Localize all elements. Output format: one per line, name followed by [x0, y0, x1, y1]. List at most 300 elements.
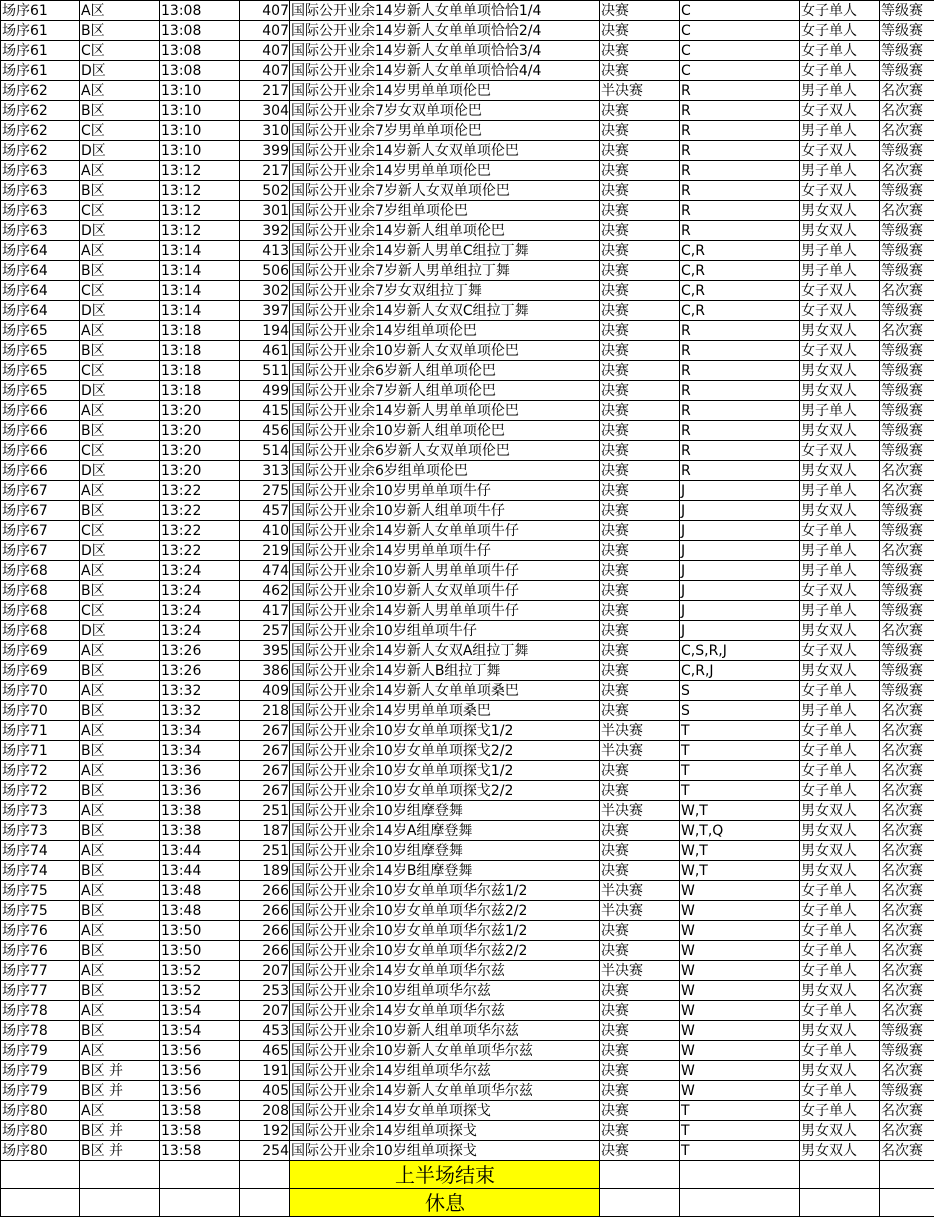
event-cell: 国际公开业余7岁女双组拉丁舞 — [290, 281, 600, 301]
table-row — [1, 741, 934, 761]
category-cell: 女子单人 — [800, 21, 880, 41]
table-row — [1, 761, 934, 781]
zone-cell: B区 — [80, 581, 160, 601]
zone-cell: B区 — [80, 181, 160, 201]
round-cell: 决赛 — [600, 701, 680, 721]
category-cell: 女子单人 — [800, 61, 880, 81]
category-cell: 女子单人 — [800, 721, 880, 741]
time-cell: 13:54 — [160, 1001, 240, 1021]
entries-cell: 407 — [240, 61, 290, 81]
event-cell: 国际公开业余14岁新人女双单项伦巴 — [290, 141, 600, 161]
time-cell: 13:50 — [160, 921, 240, 941]
entries-cell: 410 — [240, 521, 290, 541]
time-cell: 13:34 — [160, 721, 240, 741]
session-cell: 场序67 — [1, 481, 80, 501]
dance-cell: R — [680, 201, 800, 221]
round-cell: 决赛 — [600, 61, 680, 81]
blank-cell — [880, 1161, 934, 1189]
zone-cell: A区 — [80, 641, 160, 661]
session-cell: 场序61 — [1, 41, 80, 61]
event-cell: 国际公开业余14岁女单单项华尔兹 — [290, 1001, 600, 1021]
entries-cell: 192 — [240, 1121, 290, 1141]
category-cell: 女子单人 — [800, 1001, 880, 1021]
entries-cell: 462 — [240, 581, 290, 601]
time-cell: 13:24 — [160, 561, 240, 581]
banner-rows — [1, 1161, 934, 1217]
time-cell: 13:26 — [160, 641, 240, 661]
event-cell: 国际公开业余14岁组单项华尔兹 — [290, 1061, 600, 1081]
table-row — [1, 201, 934, 221]
time-cell: 13:22 — [160, 521, 240, 541]
round-cell: 决赛 — [600, 621, 680, 641]
zone-cell: D区 — [80, 381, 160, 401]
table-row — [1, 421, 934, 441]
type-cell: 等级赛 — [880, 441, 934, 461]
dance-cell: W — [680, 1021, 800, 1041]
session-cell: 场序70 — [1, 701, 80, 721]
event-cell: 国际公开业余14岁B组摩登舞 — [290, 861, 600, 881]
round-cell: 半决赛 — [600, 881, 680, 901]
time-cell: 13:22 — [160, 541, 240, 561]
type-cell: 名次赛 — [880, 721, 934, 741]
dance-cell: R — [680, 341, 800, 361]
session-cell: 场序63 — [1, 201, 80, 221]
event-cell: 国际公开业余14岁新人组单项伦巴 — [290, 221, 600, 241]
banner-row-break — [1, 1189, 934, 1217]
round-cell: 决赛 — [600, 361, 680, 381]
zone-cell: C区 — [80, 441, 160, 461]
entries-cell: 275 — [240, 481, 290, 501]
category-cell: 女子单人 — [800, 681, 880, 701]
category-cell: 女子双人 — [800, 181, 880, 201]
table-row — [1, 221, 934, 241]
category-cell: 女子单人 — [800, 941, 880, 961]
session-cell: 场序65 — [1, 321, 80, 341]
time-cell: 13:08 — [160, 1, 240, 21]
session-cell: 场序68 — [1, 561, 80, 581]
table-row — [1, 1121, 934, 1141]
entries-cell: 257 — [240, 621, 290, 641]
zone-cell: D区 — [80, 541, 160, 561]
round-cell: 决赛 — [600, 181, 680, 201]
type-cell: 等级赛 — [880, 181, 934, 201]
zone-cell: B区 — [80, 421, 160, 441]
category-cell: 男子单人 — [800, 261, 880, 281]
category-cell: 女子单人 — [800, 521, 880, 541]
entries-cell: 266 — [240, 941, 290, 961]
table-row — [1, 701, 934, 721]
type-cell: 等级赛 — [880, 641, 934, 661]
session-cell: 场序67 — [1, 501, 80, 521]
category-cell: 男子单人 — [800, 561, 880, 581]
time-cell: 13:58 — [160, 1121, 240, 1141]
dance-cell: J — [680, 581, 800, 601]
zone-cell: B区 — [80, 781, 160, 801]
time-cell: 13:36 — [160, 761, 240, 781]
event-cell: 国际公开业余14岁男单单项牛仔 — [290, 541, 600, 561]
time-cell: 13:54 — [160, 1021, 240, 1041]
round-cell: 决赛 — [600, 921, 680, 941]
category-cell: 男子单人 — [800, 81, 880, 101]
event-cell: 国际公开业余14岁男单单项桑巴 — [290, 701, 600, 721]
event-cell: 国际公开业余10岁新人组单项华尔兹 — [290, 1021, 600, 1041]
blank-cell — [600, 1189, 680, 1217]
session-cell: 场序66 — [1, 421, 80, 441]
category-cell: 男子单人 — [800, 121, 880, 141]
table-row — [1, 981, 934, 1001]
round-cell: 决赛 — [600, 761, 680, 781]
entries-cell: 304 — [240, 101, 290, 121]
category-cell: 男子单人 — [800, 241, 880, 261]
time-cell: 13:08 — [160, 61, 240, 81]
dance-cell: W — [680, 961, 800, 981]
round-cell: 决赛 — [600, 641, 680, 661]
event-cell: 国际公开业余10岁新人女单单项华尔兹 — [290, 1041, 600, 1061]
round-cell: 决赛 — [600, 341, 680, 361]
zone-cell: A区 — [80, 161, 160, 181]
dance-cell: J — [680, 561, 800, 581]
zone-cell: A区 — [80, 841, 160, 861]
table-row — [1, 181, 934, 201]
event-cell: 国际公开业余14岁男单单项伦巴 — [290, 161, 600, 181]
table-row — [1, 581, 934, 601]
dance-cell: C — [680, 21, 800, 41]
type-cell: 名次赛 — [880, 981, 934, 1001]
dance-cell: C — [680, 61, 800, 81]
event-cell: 国际公开业余14岁新人男单C组拉丁舞 — [290, 241, 600, 261]
entries-cell: 407 — [240, 41, 290, 61]
zone-cell: C区 — [80, 41, 160, 61]
time-cell: 13:10 — [160, 81, 240, 101]
round-cell: 决赛 — [600, 841, 680, 861]
table-row — [1, 601, 934, 621]
time-cell: 13:58 — [160, 1141, 240, 1161]
category-cell: 女子双人 — [800, 301, 880, 321]
zone-cell: B区 — [80, 901, 160, 921]
time-cell: 13:20 — [160, 461, 240, 481]
category-cell: 女子双人 — [800, 281, 880, 301]
zone-cell: D区 — [80, 621, 160, 641]
dance-cell: R — [680, 441, 800, 461]
dance-cell: W — [680, 941, 800, 961]
category-cell: 男女双人 — [800, 221, 880, 241]
round-cell: 半决赛 — [600, 81, 680, 101]
zone-cell: B区 并 — [80, 1121, 160, 1141]
event-cell: 国际公开业余14岁新人B组拉丁舞 — [290, 661, 600, 681]
category-cell: 男女双人 — [800, 661, 880, 681]
session-cell: 场序79 — [1, 1081, 80, 1101]
dance-cell: C,R — [680, 241, 800, 261]
type-cell: 等级赛 — [880, 1041, 934, 1061]
round-cell: 决赛 — [600, 281, 680, 301]
entries-cell: 191 — [240, 1061, 290, 1081]
entries-cell: 207 — [240, 961, 290, 981]
category-cell: 男女双人 — [800, 1021, 880, 1041]
event-cell: 国际公开业余10岁新人女双单项伦巴 — [290, 341, 600, 361]
entries-cell: 267 — [240, 741, 290, 761]
table-row — [1, 1101, 934, 1121]
category-cell: 女子双人 — [800, 641, 880, 661]
session-cell: 场序79 — [1, 1041, 80, 1061]
round-cell: 决赛 — [600, 661, 680, 681]
zone-cell: B区 — [80, 21, 160, 41]
time-cell: 13:12 — [160, 161, 240, 181]
zone-cell: B区 — [80, 861, 160, 881]
zone-cell: A区 — [80, 1001, 160, 1021]
session-cell: 场序80 — [1, 1141, 80, 1161]
entries-cell: 194 — [240, 321, 290, 341]
category-cell: 女子双人 — [800, 341, 880, 361]
event-cell: 国际公开业余10岁新人男单单项牛仔 — [290, 561, 600, 581]
type-cell: 名次赛 — [880, 861, 934, 881]
time-cell: 13:20 — [160, 441, 240, 461]
zone-cell: C区 — [80, 281, 160, 301]
zone-cell: A区 — [80, 721, 160, 741]
entries-cell: 208 — [240, 1101, 290, 1121]
session-cell: 场序62 — [1, 101, 80, 121]
table-row — [1, 341, 934, 361]
session-cell: 场序74 — [1, 841, 80, 861]
dance-cell: C,R — [680, 301, 800, 321]
dance-cell: W — [680, 1061, 800, 1081]
event-cell: 国际公开业余14岁新人女单单项桑巴 — [290, 681, 600, 701]
type-cell: 等级赛 — [880, 521, 934, 541]
session-cell: 场序73 — [1, 821, 80, 841]
time-cell: 13:52 — [160, 981, 240, 1001]
round-cell: 决赛 — [600, 981, 680, 1001]
type-cell: 等级赛 — [880, 501, 934, 521]
event-cell: 国际公开业余10岁新人女双单项牛仔 — [290, 581, 600, 601]
zone-cell: D区 — [80, 301, 160, 321]
category-cell: 男子单人 — [800, 401, 880, 421]
zone-cell: B区 — [80, 501, 160, 521]
dance-cell: R — [680, 141, 800, 161]
category-cell: 女子双人 — [800, 581, 880, 601]
event-cell: 国际公开业余14岁新人女单单项恰恰2/4 — [290, 21, 600, 41]
dance-cell: J — [680, 541, 800, 561]
session-cell: 场序72 — [1, 761, 80, 781]
category-cell: 男子单人 — [800, 701, 880, 721]
zone-cell: A区 — [80, 321, 160, 341]
session-cell: 场序65 — [1, 361, 80, 381]
session-cell: 场序62 — [1, 121, 80, 141]
type-cell: 等级赛 — [880, 1021, 934, 1041]
session-cell: 场序80 — [1, 1101, 80, 1121]
event-cell: 国际公开业余10岁女单单项探戈1/2 — [290, 721, 600, 741]
blank-cell — [680, 1161, 800, 1189]
category-cell: 女子双人 — [800, 141, 880, 161]
table-row — [1, 1141, 934, 1161]
entries-cell: 405 — [240, 1081, 290, 1101]
round-cell: 决赛 — [600, 941, 680, 961]
table-row — [1, 241, 934, 261]
zone-cell: C区 — [80, 521, 160, 541]
blank-cell — [800, 1161, 880, 1189]
time-cell: 13:14 — [160, 241, 240, 261]
category-cell: 女子单人 — [800, 881, 880, 901]
session-cell: 场序66 — [1, 461, 80, 481]
round-cell: 决赛 — [600, 1061, 680, 1081]
zone-cell: A区 — [80, 881, 160, 901]
table-row — [1, 61, 934, 81]
round-cell: 半决赛 — [600, 961, 680, 981]
event-cell: 国际公开业余14岁新人男单单项牛仔 — [290, 601, 600, 621]
table-row — [1, 1081, 934, 1101]
table-row — [1, 641, 934, 661]
entries-cell: 474 — [240, 561, 290, 581]
time-cell: 13:34 — [160, 741, 240, 761]
entries-cell: 254 — [240, 1141, 290, 1161]
dance-cell: R — [680, 321, 800, 341]
time-cell: 13:20 — [160, 421, 240, 441]
table-row — [1, 541, 934, 561]
time-cell: 13:18 — [160, 361, 240, 381]
dance-cell: C,R,J — [680, 661, 800, 681]
entries-cell: 453 — [240, 1021, 290, 1041]
zone-cell: A区 — [80, 801, 160, 821]
type-cell: 名次赛 — [880, 941, 934, 961]
type-cell: 等级赛 — [880, 361, 934, 381]
entries-cell: 267 — [240, 781, 290, 801]
banner-row-half-end — [1, 1161, 934, 1189]
session-cell: 场序76 — [1, 941, 80, 961]
entries-cell: 251 — [240, 801, 290, 821]
round-cell: 半决赛 — [600, 801, 680, 821]
dance-cell: T — [680, 1121, 800, 1141]
round-cell: 半决赛 — [600, 741, 680, 761]
category-cell: 女子单人 — [800, 741, 880, 761]
table-row — [1, 501, 934, 521]
entries-cell: 302 — [240, 281, 290, 301]
dance-cell: R — [680, 221, 800, 241]
event-cell: 国际公开业余10岁组单项牛仔 — [290, 621, 600, 641]
round-cell: 决赛 — [600, 601, 680, 621]
entries-cell: 251 — [240, 841, 290, 861]
zone-cell: B区 — [80, 981, 160, 1001]
table-row — [1, 901, 934, 921]
type-cell: 名次赛 — [880, 761, 934, 781]
type-cell: 名次赛 — [880, 1121, 934, 1141]
round-cell: 决赛 — [600, 821, 680, 841]
dance-cell: T — [680, 721, 800, 741]
zone-cell: B区 并 — [80, 1141, 160, 1161]
dance-cell: R — [680, 101, 800, 121]
entries-cell: 219 — [240, 541, 290, 561]
type-cell: 名次赛 — [880, 821, 934, 841]
session-cell: 场序75 — [1, 901, 80, 921]
table-row — [1, 1001, 934, 1021]
session-cell: 场序67 — [1, 521, 80, 541]
category-cell: 女子单人 — [800, 1081, 880, 1101]
round-cell: 决赛 — [600, 581, 680, 601]
table-row — [1, 321, 934, 341]
session-cell: 场序64 — [1, 261, 80, 281]
entries-cell: 189 — [240, 861, 290, 881]
time-cell: 13:36 — [160, 781, 240, 801]
entries-cell: 266 — [240, 921, 290, 941]
category-cell: 男女双人 — [800, 841, 880, 861]
session-cell: 场序72 — [1, 781, 80, 801]
type-cell: 名次赛 — [880, 161, 934, 181]
schedule-rows — [1, 1, 934, 1161]
type-cell: 名次赛 — [880, 621, 934, 641]
session-cell: 场序68 — [1, 601, 80, 621]
type-cell: 等级赛 — [880, 601, 934, 621]
time-cell: 13:24 — [160, 581, 240, 601]
blank-cell — [160, 1161, 240, 1189]
entries-cell: 413 — [240, 241, 290, 261]
time-cell: 13:24 — [160, 621, 240, 641]
session-cell: 场序77 — [1, 961, 80, 981]
time-cell: 13:56 — [160, 1041, 240, 1061]
entries-cell: 506 — [240, 261, 290, 281]
break-banner: 休息 — [290, 1189, 600, 1217]
entries-cell: 392 — [240, 221, 290, 241]
session-cell: 场序73 — [1, 801, 80, 821]
session-cell: 场序71 — [1, 741, 80, 761]
category-cell: 男女双人 — [800, 361, 880, 381]
table-row — [1, 361, 934, 381]
dance-cell: R — [680, 461, 800, 481]
table-row — [1, 961, 934, 981]
table-row — [1, 81, 934, 101]
dance-cell: J — [680, 601, 800, 621]
dance-cell: W — [680, 901, 800, 921]
time-cell: 13:10 — [160, 141, 240, 161]
time-cell: 13:08 — [160, 41, 240, 61]
zone-cell: A区 — [80, 1, 160, 21]
dance-cell: T — [680, 1101, 800, 1121]
blank-cell — [880, 1189, 934, 1217]
session-cell: 场序78 — [1, 1001, 80, 1021]
table-row — [1, 621, 934, 641]
round-cell: 决赛 — [600, 421, 680, 441]
category-cell: 女子单人 — [800, 1101, 880, 1121]
dance-cell: R — [680, 401, 800, 421]
table-row — [1, 1, 934, 21]
session-cell: 场序71 — [1, 721, 80, 741]
event-cell: 国际公开业余14岁A组摩登舞 — [290, 821, 600, 841]
type-cell: 等级赛 — [880, 221, 934, 241]
type-cell: 名次赛 — [880, 801, 934, 821]
blank-cell — [160, 1189, 240, 1217]
round-cell: 半决赛 — [600, 901, 680, 921]
dance-cell: R — [680, 381, 800, 401]
round-cell: 半决赛 — [600, 721, 680, 741]
type-cell: 名次赛 — [880, 1141, 934, 1161]
blank-cell — [680, 1189, 800, 1217]
session-cell: 场序70 — [1, 681, 80, 701]
blank-cell — [1, 1189, 80, 1217]
event-cell: 国际公开业余7岁组单项伦巴 — [290, 201, 600, 221]
type-cell: 等级赛 — [880, 1081, 934, 1101]
time-cell: 13:50 — [160, 941, 240, 961]
entries-cell: 465 — [240, 1041, 290, 1061]
table-row — [1, 161, 934, 181]
zone-cell: D区 — [80, 221, 160, 241]
session-cell: 场序69 — [1, 641, 80, 661]
zone-cell: B区 — [80, 941, 160, 961]
session-cell: 场序61 — [1, 61, 80, 81]
time-cell: 13:32 — [160, 681, 240, 701]
dance-cell: S — [680, 681, 800, 701]
type-cell: 等级赛 — [880, 341, 934, 361]
dance-cell: R — [680, 181, 800, 201]
table-row — [1, 381, 934, 401]
event-cell: 国际公开业余10岁女单单项华尔兹1/2 — [290, 921, 600, 941]
dance-cell: R — [680, 161, 800, 181]
time-cell: 13:22 — [160, 501, 240, 521]
